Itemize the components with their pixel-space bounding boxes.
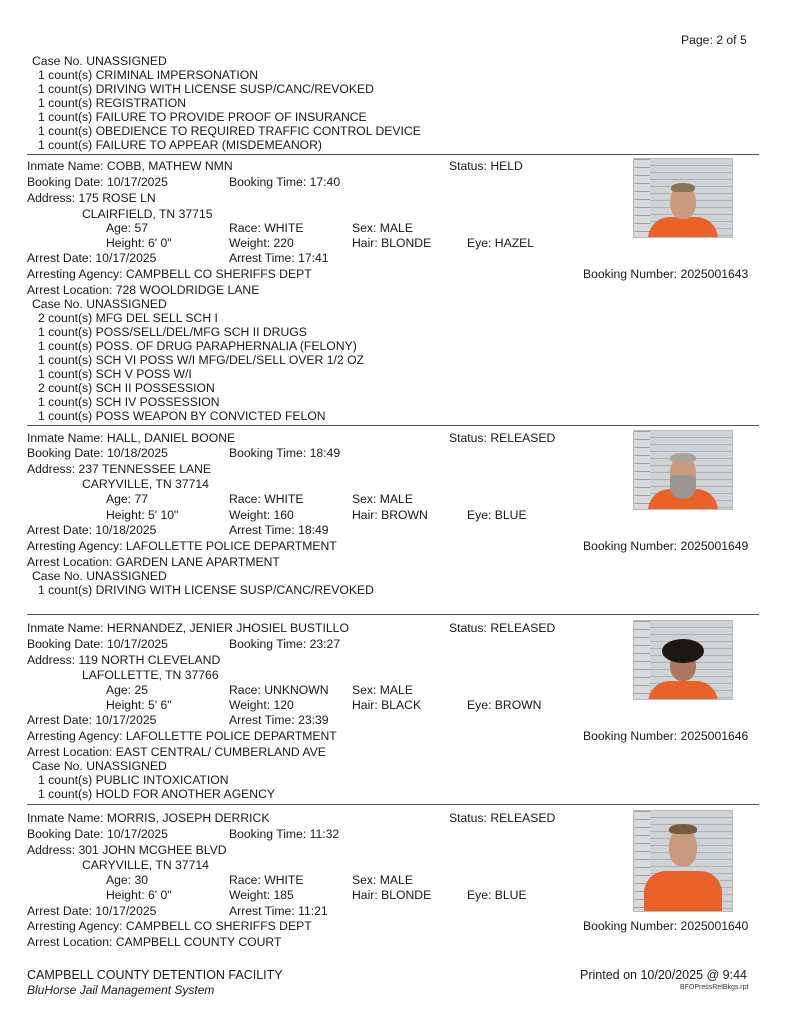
charge-line: 1 count(s) POSS/SELL/DEL/MFG SCH II DRUGS xyxy=(38,325,307,339)
case-number: Case No. UNASSIGNED xyxy=(32,759,167,773)
charge-line: 1 count(s) SCH V POSS W/I xyxy=(38,367,192,381)
eye: Eye: BLUE xyxy=(467,888,527,902)
printed-timestamp: Printed on 10/20/2025 @ 9:44 xyxy=(580,968,747,982)
case-number: Case No. UNASSIGNED xyxy=(32,297,167,311)
eye: Eye: BROWN xyxy=(467,698,542,712)
charge-line: 1 count(s) POSS WEAPON BY CONVICTED FELON xyxy=(38,409,326,423)
page-number: Page: 2 of 5 xyxy=(681,33,747,47)
arrest-location: Arrest Location: GARDEN LANE APARTMENT xyxy=(27,555,280,569)
weight: Weight: 220 xyxy=(229,236,294,250)
inmate-status: Status: RELEASED xyxy=(449,621,556,635)
race: Race: WHITE xyxy=(229,492,304,506)
sex: Sex: MALE xyxy=(352,683,413,697)
charge-line: 1 count(s) FAILURE TO PROVIDE PROOF OF INSURANCE xyxy=(38,110,367,124)
arrest-location: Arrest Location: EAST CENTRAL/ CUMBERLAND AVE xyxy=(27,745,326,759)
charge-line: 1 count(s) HOLD FOR ANOTHER AGENCY xyxy=(38,787,276,801)
booking-time: Booking Time: 18:49 xyxy=(229,446,341,460)
inmate-status: Status: HELD xyxy=(449,159,523,173)
inmate-name: Inmate Name: HERNANDEZ, JENIER JHOSIEL BUSTILLO xyxy=(27,621,349,635)
booking-date: Booking Date: 10/17/2025 xyxy=(27,827,168,841)
hair: Hair: BLONDE xyxy=(352,888,432,902)
inmate-status: Status: RELEASED xyxy=(449,431,556,445)
record-divider xyxy=(27,614,759,615)
city-state-zip: CARYVILLE, TN 37714 xyxy=(82,858,209,872)
arrest-time: Arrest Time: 11:21 xyxy=(229,904,328,918)
inmate-name: Inmate Name: MORRIS, JOSEPH DERRICK xyxy=(27,811,270,825)
hair: Hair: BLACK xyxy=(352,698,422,712)
arrest-date: Arrest Date: 10/17/2025 xyxy=(27,251,157,265)
arresting-agency: Arresting Agency: LAFOLLETTE POLICE DEPARTMENT xyxy=(27,729,337,743)
race: Race: UNKNOWN xyxy=(229,683,329,697)
weight: Weight: 185 xyxy=(229,888,294,902)
booking-date: Booking Date: 10/18/2025 xyxy=(27,446,168,460)
mugshot-photo xyxy=(633,430,733,510)
record-divider xyxy=(27,425,759,426)
booking-number: Booking Number: 2025001643 xyxy=(583,267,749,281)
arresting-agency: Arresting Agency: CAMPBELL CO SHERIFFS DEPT xyxy=(27,267,312,281)
height: Height: 5' 6" xyxy=(106,698,172,712)
age: Age: 25 xyxy=(106,683,149,697)
address: Address: 237 TENNESSEE LANE xyxy=(27,462,212,476)
charge-line: 2 count(s) MFG DEL SELL SCH I xyxy=(38,311,218,325)
inmate-name: Inmate Name: COBB, MATHEW NMN xyxy=(27,159,233,173)
charge-line: 2 count(s) SCH II POSSESSION xyxy=(38,381,215,395)
age: Age: 57 xyxy=(106,221,149,235)
booking-number: Booking Number: 2025001646 xyxy=(583,729,749,743)
charge-line: 1 count(s) PUBLIC INTOXICATION xyxy=(38,773,229,787)
booking-number: Booking Number: 2025001649 xyxy=(583,539,749,553)
system-name: BluHorse Jail Management System xyxy=(27,983,215,997)
record-divider xyxy=(27,804,759,805)
city-state-zip: LAFOLLETTE, TN 37766 xyxy=(82,668,219,682)
arrest-date: Arrest Date: 10/17/2025 xyxy=(27,713,157,727)
address: Address: 175 ROSE LN xyxy=(27,191,156,205)
hair: Hair: BLONDE xyxy=(352,236,432,250)
arrest-time: Arrest Time: 17:41 xyxy=(229,251,329,265)
booking-date: Booking Date: 10/17/2025 xyxy=(27,175,168,189)
arrest-location: Arrest Location: 728 WOOLDRIDGE LANE xyxy=(27,283,260,297)
booking-time: Booking Time: 23:27 xyxy=(229,637,341,651)
arrest-date: Arrest Date: 10/17/2025 xyxy=(27,904,157,918)
report-filename: BFOPressRelBkgs.rpt xyxy=(680,984,749,991)
weight: Weight: 160 xyxy=(229,508,294,522)
facility-name: CAMPBELL COUNTY DETENTION FACILITY xyxy=(27,968,283,982)
arrest-date: Arrest Date: 10/18/2025 xyxy=(27,523,157,537)
charge-line: 1 count(s) FAILURE TO APPEAR (MISDEMEANOR) xyxy=(38,138,322,152)
age: Age: 77 xyxy=(106,492,149,506)
booking-time: Booking Time: 11:32 xyxy=(229,827,340,841)
weight: Weight: 120 xyxy=(229,698,294,712)
arrest-time: Arrest Time: 18:49 xyxy=(229,523,329,537)
address: Address: 119 NORTH CLEVELAND xyxy=(27,653,221,667)
charge-line: 1 count(s) OBEDIENCE TO REQUIRED TRAFFIC CONTROL DEVICE xyxy=(38,124,421,138)
arrest-time: Arrest Time: 23:39 xyxy=(229,713,329,727)
sex: Sex: MALE xyxy=(352,873,413,887)
charge-line: 1 count(s) SCH VI POSS W/I MFG/DEL/SELL OVER 1/2 OZ xyxy=(38,353,364,367)
age: Age: 30 xyxy=(106,873,149,887)
case-number: Case No. UNASSIGNED xyxy=(32,54,167,68)
height: Height: 5' 10" xyxy=(106,508,179,522)
height: Height: 6' 0" xyxy=(106,888,172,902)
charge-line: 1 count(s) SCH IV POSSESSION xyxy=(38,395,220,409)
charge-line: 1 count(s) REGISTRATION xyxy=(38,96,187,110)
mugshot-photo xyxy=(633,620,733,700)
charge-line: 1 count(s) DRIVING WITH LICENSE SUSP/CANC/REVOKED xyxy=(38,82,374,96)
charge-line: 1 count(s) POSS. OF DRUG PARAPHERNALIA (FELONY) xyxy=(38,339,357,353)
height: Height: 6' 0" xyxy=(106,236,172,250)
arrest-location: Arrest Location: CAMPBELL COUNTY COURT xyxy=(27,935,282,949)
mugshot-photo xyxy=(633,158,733,238)
eye: Eye: HAZEL xyxy=(467,236,535,250)
record-divider xyxy=(27,154,759,155)
address: Address: 301 JOHN MCGHEE BLVD xyxy=(27,843,227,857)
sex: Sex: MALE xyxy=(352,492,413,506)
city-state-zip: CLAIRFIELD, TN 37715 xyxy=(82,207,213,221)
booking-number: Booking Number: 2025001640 xyxy=(583,919,749,933)
arresting-agency: Arresting Agency: LAFOLLETTE POLICE DEPARTMENT xyxy=(27,539,337,553)
charge-line: 1 count(s) DRIVING WITH LICENSE SUSP/CANC/REVOKED xyxy=(38,583,374,597)
eye: Eye: BLUE xyxy=(467,508,527,522)
hair: Hair: BROWN xyxy=(352,508,428,522)
race: Race: WHITE xyxy=(229,221,304,235)
race: Race: WHITE xyxy=(229,873,304,887)
inmate-name: Inmate Name: HALL, DANIEL BOONE xyxy=(27,431,236,445)
mugshot-photo xyxy=(633,810,733,912)
sex: Sex: MALE xyxy=(352,221,413,235)
booking-time: Booking Time: 17:40 xyxy=(229,175,341,189)
booking-date: Booking Date: 10/17/2025 xyxy=(27,637,168,651)
charge-line: 1 count(s) CRIMINAL IMPERSONATION xyxy=(38,68,259,82)
inmate-status: Status: RELEASED xyxy=(449,811,556,825)
case-number: Case No. UNASSIGNED xyxy=(32,569,167,583)
arresting-agency: Arresting Agency: CAMPBELL CO SHERIFFS DEPT xyxy=(27,919,312,933)
city-state-zip: CARYVILLE, TN 37714 xyxy=(82,477,209,491)
